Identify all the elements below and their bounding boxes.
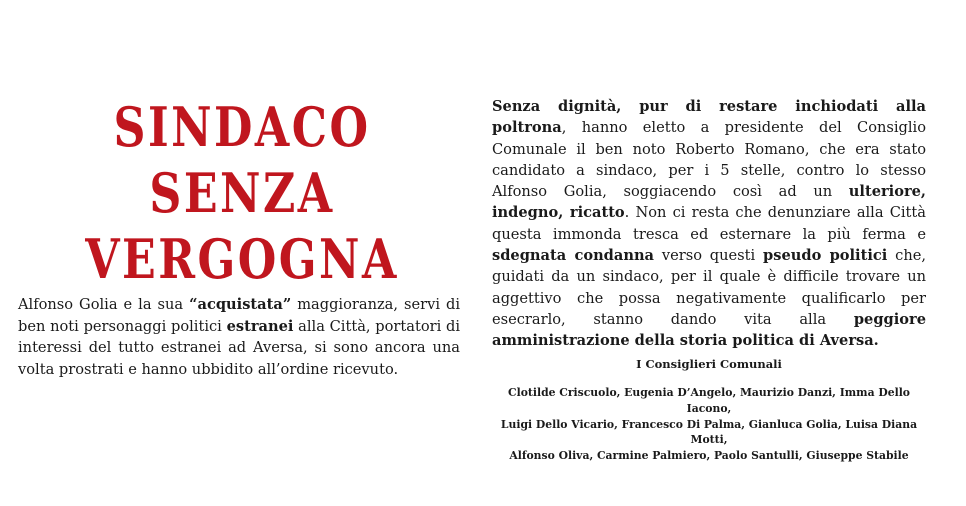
headline <box>58 94 425 292</box>
body-text-3: verso questi <box>654 247 764 265</box>
intro-text-1: Alfonso Golia e la sua <box>18 296 190 313</box>
body-text-2: . Non ci resta che denunziare alla Città questa immonda tresca ed esternare la più ferma e <box>492 204 926 243</box>
body-text-4: che, guidati da un sindaco, per il quale è difficile trovare un aggettivo che possa negativamente qualificarlo per esecrarlo, stanno dando vita alla <box>492 247 926 328</box>
signature-title: I Consiglieri Comunali <box>636 357 782 371</box>
intro-paragraph <box>18 294 460 380</box>
intro-text-2: maggioranza, servi di ben noti personaggi politici <box>18 296 460 335</box>
signature-names-line-3: Alfonso Oliva, Carmine Palmiero, Paolo Santulli, Giuseppe Stabile <box>509 449 909 463</box>
headline-line-3: VERGOGNA <box>85 227 399 291</box>
body-bold-4: pseudo politici <box>763 247 888 265</box>
body-paragraph <box>492 96 926 352</box>
signature-names-line-1: Clotilde Criscuolo, Eugenia D’Angelo, Maurizio Danzi, Imma Dello Iacono, <box>508 386 910 415</box>
body-bold-5: peggiore amministrazione della storia politica di Aversa. <box>492 310 926 350</box>
signature-names <box>492 385 926 464</box>
headline-line-2: SENZA <box>149 161 335 225</box>
body-text-1: , hanno eletto a presidente del Consiglio Comunale il ben noto Roberto Romano, che era stato candidato a sindaco, per i 5 stelle, contro lo stesso Alfonso Golia, soggiacendo così ad un <box>492 119 926 201</box>
body-bold-3: sdegnata condanna <box>492 247 655 265</box>
signature-names-line-2: Luigi Dello Vicario, Francesco Di Palma, Gianluca Golia, Luisa Diana Motti, <box>500 417 918 447</box>
headline-line-1: SINDACO <box>113 95 371 159</box>
body-bold-1: Senza dignità, pur di restare inchiodati alla poltrona <box>492 98 926 137</box>
intro-bold-estranei: estranei <box>226 317 294 335</box>
intro-bold-acquistata: “acquistata” <box>189 296 292 313</box>
body-bold-2: ulteriore, indegno, ricatto <box>492 183 926 222</box>
intro-text-3: alla Città, portatori di interessi del tutto estranei ad Aversa, si sono ancora una volta prostrati e hanno ubbidito all’ordine ricevuto. <box>18 317 461 378</box>
